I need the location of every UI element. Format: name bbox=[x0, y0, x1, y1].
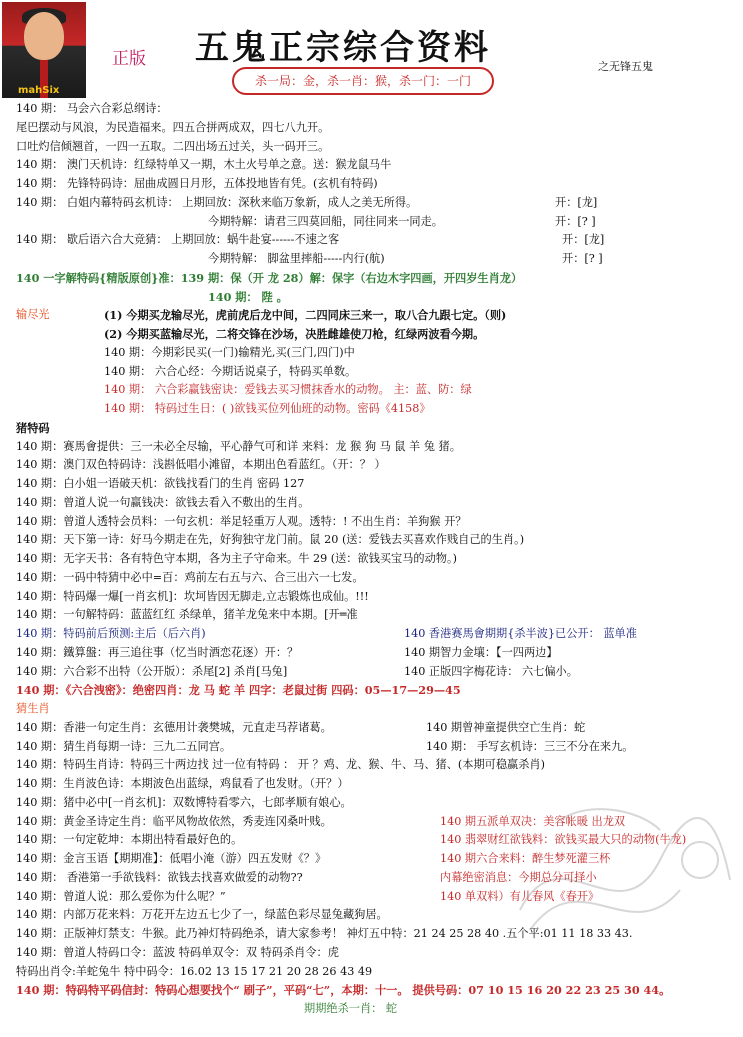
line-segment: 140 期： 歇后语六合大竞猜： 上期回放：蜗牛赴宴------不速之客 bbox=[16, 233, 340, 247]
text-line bbox=[0, 906, 743, 925]
line-segment: 140 期： 陛 。 bbox=[208, 289, 288, 304]
line-segment: 140 期：香港一句定生肖：玄德用计袭樊城，元直走马荐诸葛。 bbox=[16, 720, 332, 734]
line-segment: (2) 今期买蓝输尽光，二将交锋在沙场，决胜雌雄使刀枪，红绿两波看今期。 bbox=[104, 327, 485, 341]
text-line bbox=[0, 100, 743, 119]
line-segment: 特码出肖令:羊蛇兔牛 特中码令：16.02 13 15 17 21 20 28 26 43 49 bbox=[16, 964, 373, 978]
portrait-photo bbox=[2, 2, 86, 98]
photo-watermark: mahSix bbox=[18, 85, 60, 96]
line-segment: 140 期曾神童提供空亡生肖：蛇 bbox=[426, 720, 586, 734]
line-segment: 140 期：黄金圣诗定生肖：临平风物故依然，秀麦连冈桑叶贱。 bbox=[16, 814, 332, 828]
text-line bbox=[0, 513, 743, 532]
line-segment: 140 期五派单双决：美容帐暖 出龙双 bbox=[440, 814, 626, 828]
line-segment: 140 期：生肖波色诗：本期波色出蓝绿，鸡鼠看了也发财。（开？） bbox=[16, 777, 349, 790]
line-segment: 140 期： 六合心经：今期话说桌子，特码买单数。 bbox=[104, 364, 357, 378]
text-line bbox=[0, 756, 743, 775]
line-segment: 140 期：天下第一诗：好马今期走在先，好狗独守龙门前。鼠 20 (送：爱钱去买喜欢作贱自己的生肖。) bbox=[16, 533, 525, 547]
line-segment: 140 期：澳门双色特码诗：浅斟低唱小滩留，本期出色看蓝红。（开：？ ） bbox=[16, 458, 386, 472]
line-segment: 140 期：特码前后预测:主后（后六肖) bbox=[16, 627, 206, 640]
text-line bbox=[0, 831, 743, 850]
line-segment: 140 期：曾道人说：那么爱你为什么呢？” bbox=[16, 889, 226, 903]
text-line bbox=[0, 288, 743, 307]
line-segment: 140 期： 白姐内幕特码玄机诗： 上期回放：深秋来临万象新，成人之美无所得。 bbox=[16, 195, 418, 209]
line-segment: 140 正版四字梅花诗： 六七偏小。 bbox=[404, 664, 578, 678]
text-line bbox=[0, 325, 743, 344]
text-line bbox=[0, 944, 743, 963]
text-line bbox=[0, 1000, 743, 1019]
text-line bbox=[0, 213, 743, 232]
line-segment: 140 期：无字天书：各有特色守本期，各为主子守命来。牛 29 (送：欲钱买宝马的动物。) bbox=[16, 552, 457, 565]
text-line bbox=[0, 475, 743, 494]
line-segment: 140 期：正版神灯禁支：牛猴。此乃神灯特码绝杀，请大家参考！ 神灯五中特：21 24 25 28 40 .五个平:01 11 18 33 43. bbox=[16, 927, 633, 940]
line-segment: 尾巴摆动与风浪，为民造福来。四五合拼两成双，四七八九开。 bbox=[16, 120, 330, 134]
line-segment: 140 期： 马会六合彩总纲诗： bbox=[16, 102, 168, 115]
line-segment: 140 期：六合彩不出特（公开版）：杀尾[2] 杀肖[马兔] bbox=[16, 664, 288, 678]
line-segment: 内幕绝密消息：今期总分可择小 bbox=[440, 870, 597, 884]
text-line bbox=[0, 344, 743, 363]
text-line bbox=[0, 719, 743, 738]
line-segment: 140 单双料）有儿春风《春开》 bbox=[440, 889, 600, 903]
text-line bbox=[0, 738, 743, 757]
text-line bbox=[0, 156, 743, 175]
text-line bbox=[0, 175, 743, 194]
text-line bbox=[0, 400, 743, 419]
text-line bbox=[0, 138, 743, 157]
line-segment: 140 期： 澳门天机诗：红绿特单又一期，木土火号单之意。送：猴龙鼠马牛 bbox=[16, 158, 392, 172]
line-segment: 140 期：鐵算盤：再三追往事（忆当时酒恋花逐）开：？ bbox=[16, 645, 299, 659]
text-line bbox=[0, 363, 743, 382]
text-line bbox=[0, 888, 743, 907]
text-line bbox=[0, 663, 743, 682]
line-segment: 140 期：猜生肖每期一诗：三九二五同宫。 bbox=[16, 739, 232, 753]
line-segment: 140 期：内部万花来料：万花开左边五七少了一，绿蓝色彩尽显兔藏狗居。 bbox=[16, 908, 388, 922]
line-segment: 140 期： 香港第一手欲钱料：欲钱去找喜欢做爱的动物?? bbox=[16, 870, 303, 884]
text-line bbox=[0, 606, 743, 625]
text-line bbox=[0, 381, 743, 400]
line-segment: 140 期：特码生肖诗：特码三十两边找 过一位有特码 ： 开 ？鸡、龙、猴、牛、马、猪、(本期可稳赢杀肖) bbox=[16, 758, 545, 772]
line-segment: 140 期： 手写玄机诗：三三不分在来九。 bbox=[426, 739, 634, 753]
text-line bbox=[0, 419, 743, 438]
line-segment: 今期特解：请君三四莫回船，同往同来一同走。 bbox=[208, 214, 443, 228]
text-line bbox=[0, 681, 743, 700]
text-line bbox=[0, 850, 743, 869]
line-segment: 140 一字解特码{精版原创}准：139 期：保（开 龙 28）解：保字（右边木字四画，开四岁生肖龙） bbox=[16, 270, 523, 285]
line-segment: 140 香港赛馬會期期{杀半波}已公开： 蓝单准 bbox=[404, 627, 637, 640]
line-segment: 140 期： 特码过生日：( )欲钱买位列仙班的动物。密码《4158》 bbox=[104, 402, 431, 415]
line-segment: 开：[? ] bbox=[562, 252, 603, 265]
text-line bbox=[0, 981, 743, 1000]
text-line bbox=[0, 119, 743, 138]
text-line bbox=[0, 775, 743, 794]
line-segment: 140 期：金言玉语【期期准】：低唱小淹（游）四五发财《？》 bbox=[16, 852, 327, 865]
line-segment: 140 期：曾道人说一句赢钱决：欲钱去看入不敷出的生肖。 bbox=[16, 495, 310, 509]
line-segment: 140 翡翠财红欲钱料：欲钱买最大只的动物(牛龙) bbox=[440, 833, 687, 847]
line-segment: 今期特解： 脚盆里摔船-----内行(航) bbox=[208, 252, 385, 265]
text-line bbox=[0, 700, 743, 719]
line-segment: 140 期：白小姐一语破天机：欲钱找看门的生肖 密码 127 bbox=[16, 477, 305, 490]
line-segment: 140 期：曾道人透特会员料：一句玄机：举足轻重万人观。透特：! 不出生肖：羊狗猴 开？ bbox=[16, 514, 467, 528]
text-line bbox=[0, 194, 743, 213]
line-segment: 140 期：赛馬會提供：三一未必全尽输，平心静气可和详 来料：龙 猴 狗 马 鼠 羊 兔 猪。 bbox=[16, 439, 461, 453]
line-segment: 140 期：特码爆一爆[一肖玄机]：坎坷皆因无脚走,立志锻炼也成仙。!!! bbox=[16, 589, 369, 603]
text-line bbox=[0, 794, 743, 813]
line-segment: 开：[? ] bbox=[555, 214, 596, 228]
line-segment: 期期绝杀一肖： 蛇 bbox=[304, 1002, 398, 1015]
text-line bbox=[0, 231, 743, 250]
line-segment: 140 期： 六合彩赢钱密诀：爱钱去买习惯抹香水的动物。 主：蓝、防：绿 bbox=[104, 383, 472, 397]
text-line bbox=[0, 644, 743, 663]
text-line bbox=[0, 813, 743, 832]
text-line bbox=[0, 550, 743, 569]
line-segment: (1) 今期买龙输尽光，虎前虎后龙中间，二四同床三来一，取八合九跟七定。（则) bbox=[104, 308, 507, 323]
portrait-face bbox=[24, 12, 64, 60]
line-segment: 140 期智力金壤：【一四两边】 bbox=[404, 645, 558, 659]
text-line bbox=[0, 569, 743, 588]
line-segment: 140 期：今期彩民买(一门)输精光,买(三门,四门)中 bbox=[104, 345, 355, 359]
line-segment: 140 期六合来料：醉生梦死灌三杯 bbox=[440, 852, 611, 865]
text-line bbox=[0, 438, 743, 457]
line-segment: 140 期：猪中必中[一肖玄机]：双数博特看零六，七郎孝顺有娘心。 bbox=[16, 795, 352, 809]
line-segment: 输尽光 bbox=[16, 308, 50, 322]
text-line bbox=[0, 456, 743, 475]
line-segment: 140 期：一句定乾坤：本期出特看最好色的。 bbox=[16, 833, 243, 847]
text-line bbox=[0, 925, 743, 944]
line-segment: 开：[龙] bbox=[555, 195, 598, 209]
text-line bbox=[0, 494, 743, 513]
document-body bbox=[0, 100, 743, 1019]
line-segment: 140 期：《六合洩密》：绝密四肖：龙 马 蛇 羊 四字：老鼠过街 四码：05—17—29—45 bbox=[16, 683, 461, 698]
author-label: 之无锋五鬼 bbox=[598, 60, 653, 73]
line-segment: 口吐灼信倾翘首，一四一五取。二四出场五过关，头一码开三。 bbox=[16, 139, 330, 153]
line-segment: 140 期：一码中特猜中必中=百：鸡前左右五与六、合三出六一七发。 bbox=[16, 570, 364, 584]
kill-badge: 杀一局：金，杀一肖：猴，杀一门：一门 bbox=[232, 67, 494, 95]
line-segment: 140 期：曾道人特码口令：蓝波 特码单双令：双 特码杀肖令：虎 bbox=[16, 945, 339, 959]
line-segment: 猪特码 bbox=[16, 420, 50, 435]
text-line bbox=[0, 625, 743, 644]
text-line bbox=[0, 306, 743, 325]
line-segment: 140 期： 先锋特码诗：屈曲成圆日月形，五体投地皆有凭。(玄机有特码) bbox=[16, 177, 378, 190]
line-segment: 猜生肖 bbox=[16, 702, 50, 715]
text-line bbox=[0, 531, 743, 550]
text-line bbox=[0, 869, 743, 888]
text-line bbox=[0, 250, 743, 269]
line-segment: 140 期：特码特平码信封：特码心想要找个“ 刷子”，平码“七”，本期：十一。 提供号码：07 10 15 16 20 22 23 25 30 44。 bbox=[16, 983, 671, 998]
page-title: 五鬼正宗综合资料 bbox=[195, 28, 491, 68]
line-segment: 140 期：一句解特码：蓝蓝红红 杀绿单，猪羊龙兔来中本期。[开═准 bbox=[16, 608, 358, 622]
line-segment: 开：[龙] bbox=[562, 233, 605, 247]
edition-label: 正版 bbox=[112, 49, 146, 69]
text-line bbox=[0, 963, 743, 982]
text-line bbox=[0, 588, 743, 607]
text-line bbox=[0, 269, 743, 288]
